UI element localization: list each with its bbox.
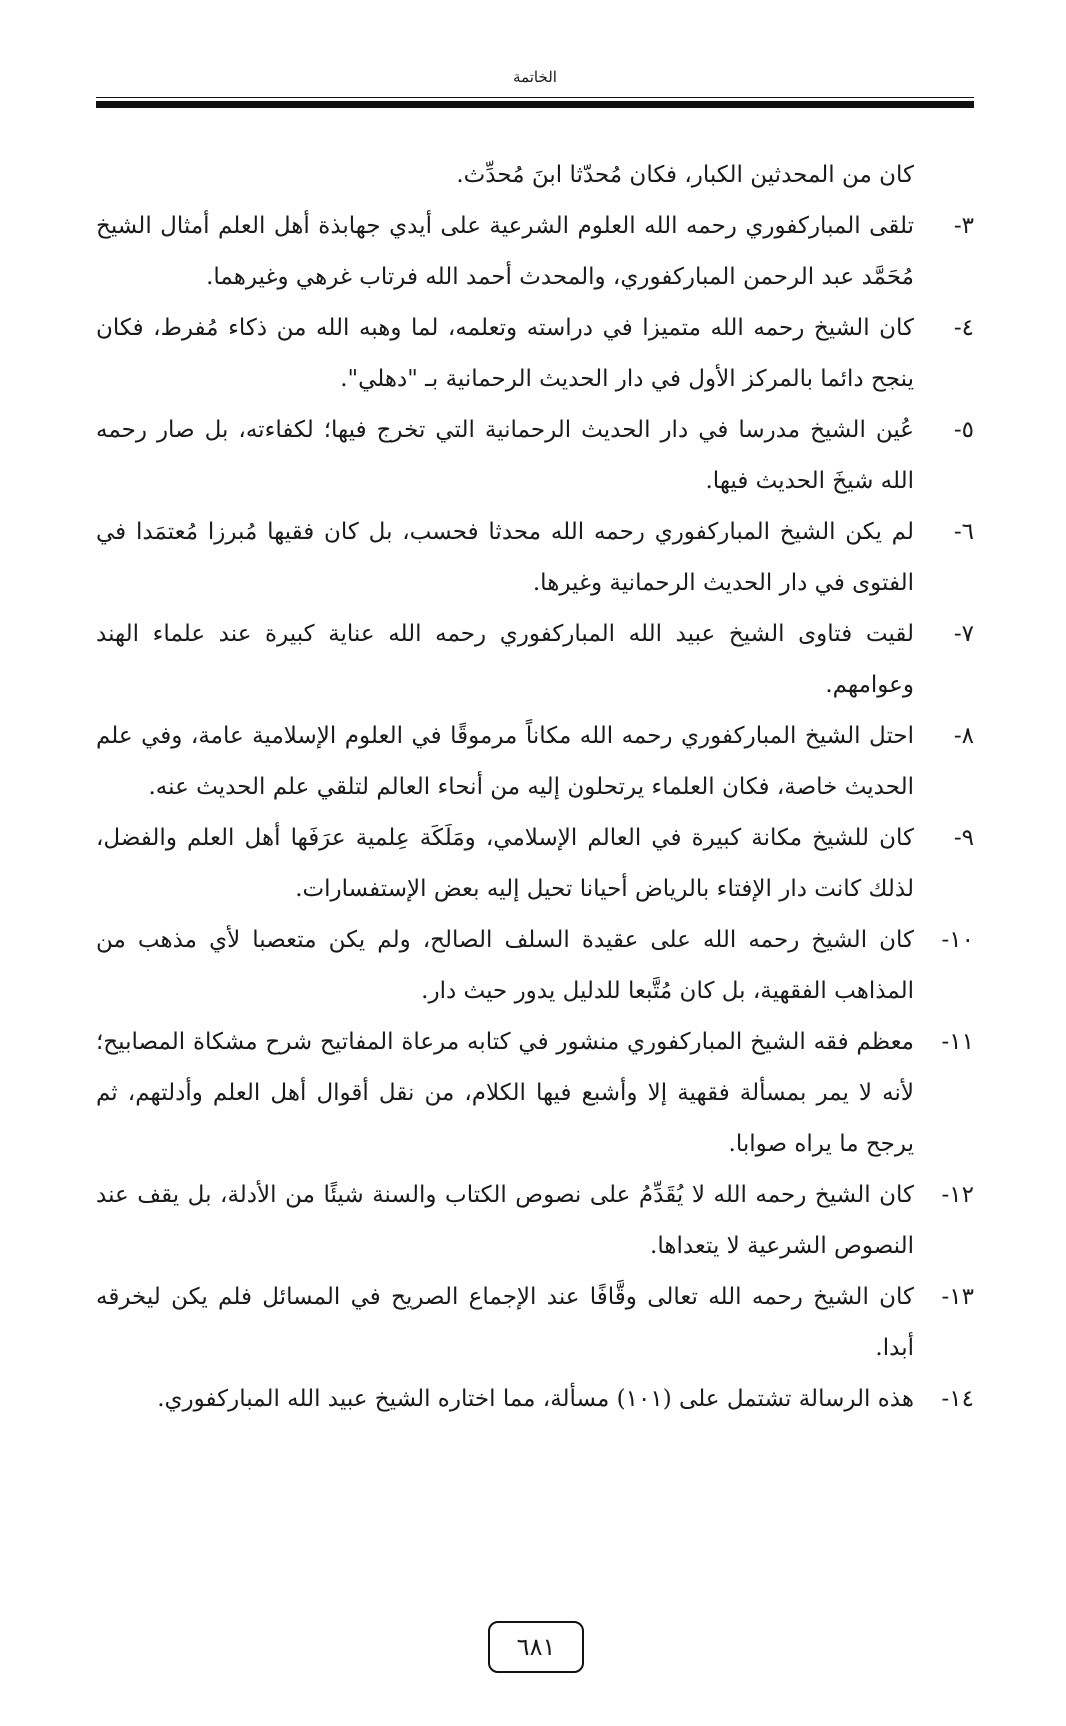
list-item — [96, 405, 974, 507]
list-item — [96, 1374, 974, 1425]
list-item — [96, 201, 974, 303]
item-number: ٩- — [953, 825, 974, 851]
item-number: ٨- — [953, 723, 974, 749]
item-text: تلقى المباركفوري رحمه الله العلوم الشرعية على أيدي جهابذة أهل العلم أمثال الشيخ مُحَمَّد عبد الرحمن المباركفوري، والمحدث أحمد الله فرتاب غرهي وغيرهما. — [96, 213, 914, 290]
list-item — [96, 303, 974, 405]
running-header: الخاتمة — [513, 68, 557, 86]
page-number: ٦٨١ — [488, 1621, 584, 1673]
item-text: لم يكن الشيخ المباركفوري رحمه الله محدثا فحسب، بل كان فقيها مُبرزا مُعتمَدا في الفتوى في دار الحديث الرحمانية وغيرها. — [96, 519, 914, 596]
list-item — [96, 1170, 974, 1272]
list-item — [96, 609, 974, 711]
item-number: ٧- — [953, 621, 974, 647]
item-text: لقيت فتاوى الشيخ عبيد الله المباركفوري رحمه الله عناية كبيرة عند علماء الهند وعوامهم. — [96, 621, 914, 698]
item-number: ٦- — [953, 519, 974, 545]
item-number: ٥- — [953, 417, 974, 443]
header-rule — [96, 101, 974, 108]
item-number: ١٠- — [941, 927, 974, 953]
item-text: كان الشيخ رحمه الله تعالى وقَّافًا عند الإجماع الصريح في المسائل فلم يكن ليخرقه أبدا. — [96, 1284, 914, 1361]
item-number: ١٢- — [941, 1182, 974, 1208]
list-item — [96, 711, 974, 813]
header-rule-thin — [96, 97, 974, 98]
list-item — [96, 507, 974, 609]
item-number: ٣- — [953, 213, 974, 239]
page-body — [96, 150, 974, 1425]
list-item — [96, 1017, 974, 1170]
item-text: كان الشيخ رحمه الله لا يُقَدِّمُ على نصوص الكتاب والسنة شيئًا من الأدلة، بل يقف عند النصوص الشرعية لا يتعداها. — [96, 1182, 914, 1259]
list-item — [96, 915, 974, 1017]
item-text: احتل الشيخ المباركفوري رحمه الله مكاناً مرموقًا في العلوم الإسلامية عامة، وفي علم الحديث خاصة، فكان العلماء يرتحلون إليه من أنحاء العالم لتلقي علم الحديث عنه. — [96, 723, 914, 800]
list-item — [96, 813, 974, 915]
item-text: كان الشيخ رحمه الله متميزا في دراسته وتعلمه، لما وهبه الله من ذكاء مُفرط، فكان ينجح دائما بالمركز الأول في دار الحديث الرحمانية بـ "دهلي". — [96, 315, 914, 392]
item-text: كان الشيخ رحمه الله على عقيدة السلف الصالح، ولم يكن متعصبا لأي مذهب من المذاهب الفقهية، بل كان مُتَّبعا للدليل يدور حيث دار. — [96, 927, 915, 1004]
item-text: هذه الرسالة تشتمل على (١٠١) مسألة، مما اختاره الشيخ عبيد الله المباركفوري. — [157, 1386, 914, 1412]
item-number: ١٤- — [941, 1386, 974, 1412]
intro-paragraph: كان من المحدثين الكبار، فكان مُحدّثا ابنَ مُحدِّث. — [456, 162, 914, 188]
item-number: ١٣- — [941, 1284, 974, 1310]
item-text: معظم فقه الشيخ المباركفوري منشور في كتابه مرعاة المفاتيح شرح مشكاة المصابيح؛ لأنه لا يمر بمسألة فقهية إلا وأشبع فيها الكلام، من نقل أقوال أهل العلم وأدلتهم، ثم يرجح ما يراه صوابا. — [96, 1029, 914, 1157]
list-item — [96, 1272, 974, 1374]
item-number: ٤- — [953, 315, 974, 341]
item-text: كان للشيخ مكانة كبيرة في العالم الإسلامي، ومَلَكَة عِلمية عرَفَها أهل العلم والفضل، لذلك كانت دار الإفتاء بالرياض أحيانا تحيل إليه بعض الإستفسارات. — [96, 825, 914, 902]
item-number: ١١- — [941, 1029, 974, 1055]
item-text: عُين الشيخ مدرسا في دار الحديث الرحمانية التي تخرج فيها؛ لكفاءته، بل صار رحمه الله شيخَ الحديث فيها. — [96, 417, 914, 494]
